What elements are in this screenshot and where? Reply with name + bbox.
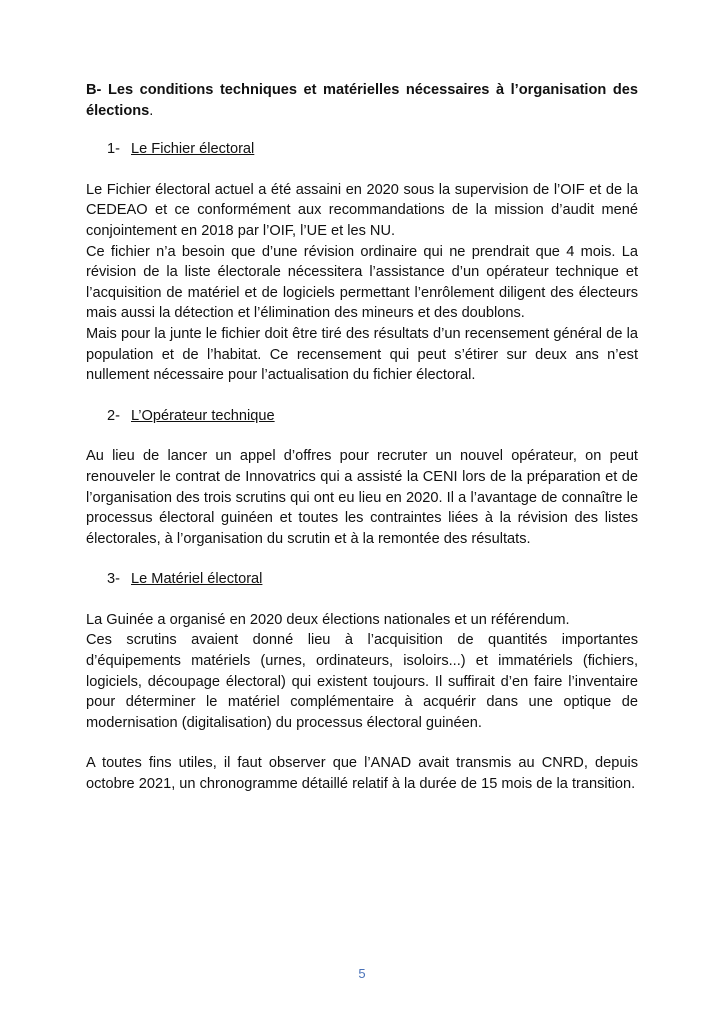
- section-heading-period: .: [149, 102, 154, 119]
- paragraph: Au lieu de lancer un appel d’offres pour recruter un nouvel opérateur, on peut renouveler le contrat de Innovatrics qui a assisté la CENI lors de la préparation et de l’organisation des trois scrutins qui ont eu lieu en 2020. Il a l’avantage de connaître le processus électoral guinéen et toutes les contraintes liées à la révision des listes électorales, à l’organisation du scrutin et à la remontée des résultats.: [86, 448, 638, 547]
- subsection-label: L’Opérateur technique: [131, 407, 275, 424]
- section-heading: [86, 80, 638, 121]
- subsection-label: Le Fichier électoral: [131, 141, 255, 158]
- subsection-number: 2-: [107, 407, 120, 424]
- subsection-title-fichier: [107, 139, 638, 160]
- paragraph: Le Fichier électoral actuel a été assaini en 2020 sous la supervision de l’OIF et de la CEDEAO et ce conformément aux recommandations de la mission d’audit mené conjointement en 2018 par l’OIF, l’UE et les NU.: [86, 181, 638, 239]
- subsection-title-operateur: [107, 406, 638, 427]
- subsection-number: 1-: [107, 141, 120, 158]
- paragraph: La Guinée a organisé en 2020 deux élections nationales et un référendum.: [86, 611, 570, 628]
- subsection-title-materiel: [107, 569, 638, 590]
- subsection-label: Le Matériel électoral: [131, 571, 263, 588]
- paragraph: Ces scrutins avaient donné lieu à l’acquisition de quantités importantes d’équipements matériels (urnes, ordinateurs, isoloirs...) et immatériels (fichiers, logiciels, découpage électoral) qui existent toujours. Il suffirait d’en faire l’inventaire pour déterminer le matériel complémentaire à acquérir dans une optique de modernisation (digitalisation) du processus électoral guinéen.: [86, 632, 638, 731]
- page-number: 5: [358, 966, 366, 981]
- paragraph: Ce fichier n’a besoin que d’une révision ordinaire qui ne prendrait que 4 mois. La révision de la liste électorale nécessitera l’assistance d’un opérateur technique et l’acquisition de matériel et de logiciels permettant l’enrôlement diligent des électeurs mais aussi la détection et l’élimination des mineurs et des doublons.: [86, 243, 638, 322]
- closing-paragraph: A toutes fins utiles, il faut observer que l’ANAD avait transmis au CNRD, depuis octobre 2021, un chronogramme détaillé relatif à la durée de 15 mois de la transition.: [86, 755, 638, 793]
- document-body: [86, 80, 638, 795]
- section-heading-text: B- Les conditions techniques et matérielles nécessaires à l’organisation des élections: [86, 82, 638, 119]
- paragraph: Mais pour la junte le fichier doit être tiré des résultats d’un recensement général de la population et de l’habitat. Ce recensement qui peut s’étirer sur deux ans n’est nullement nécessaire pour l’actualisation du fichier électoral.: [86, 325, 638, 384]
- subsection-number: 3-: [107, 571, 120, 588]
